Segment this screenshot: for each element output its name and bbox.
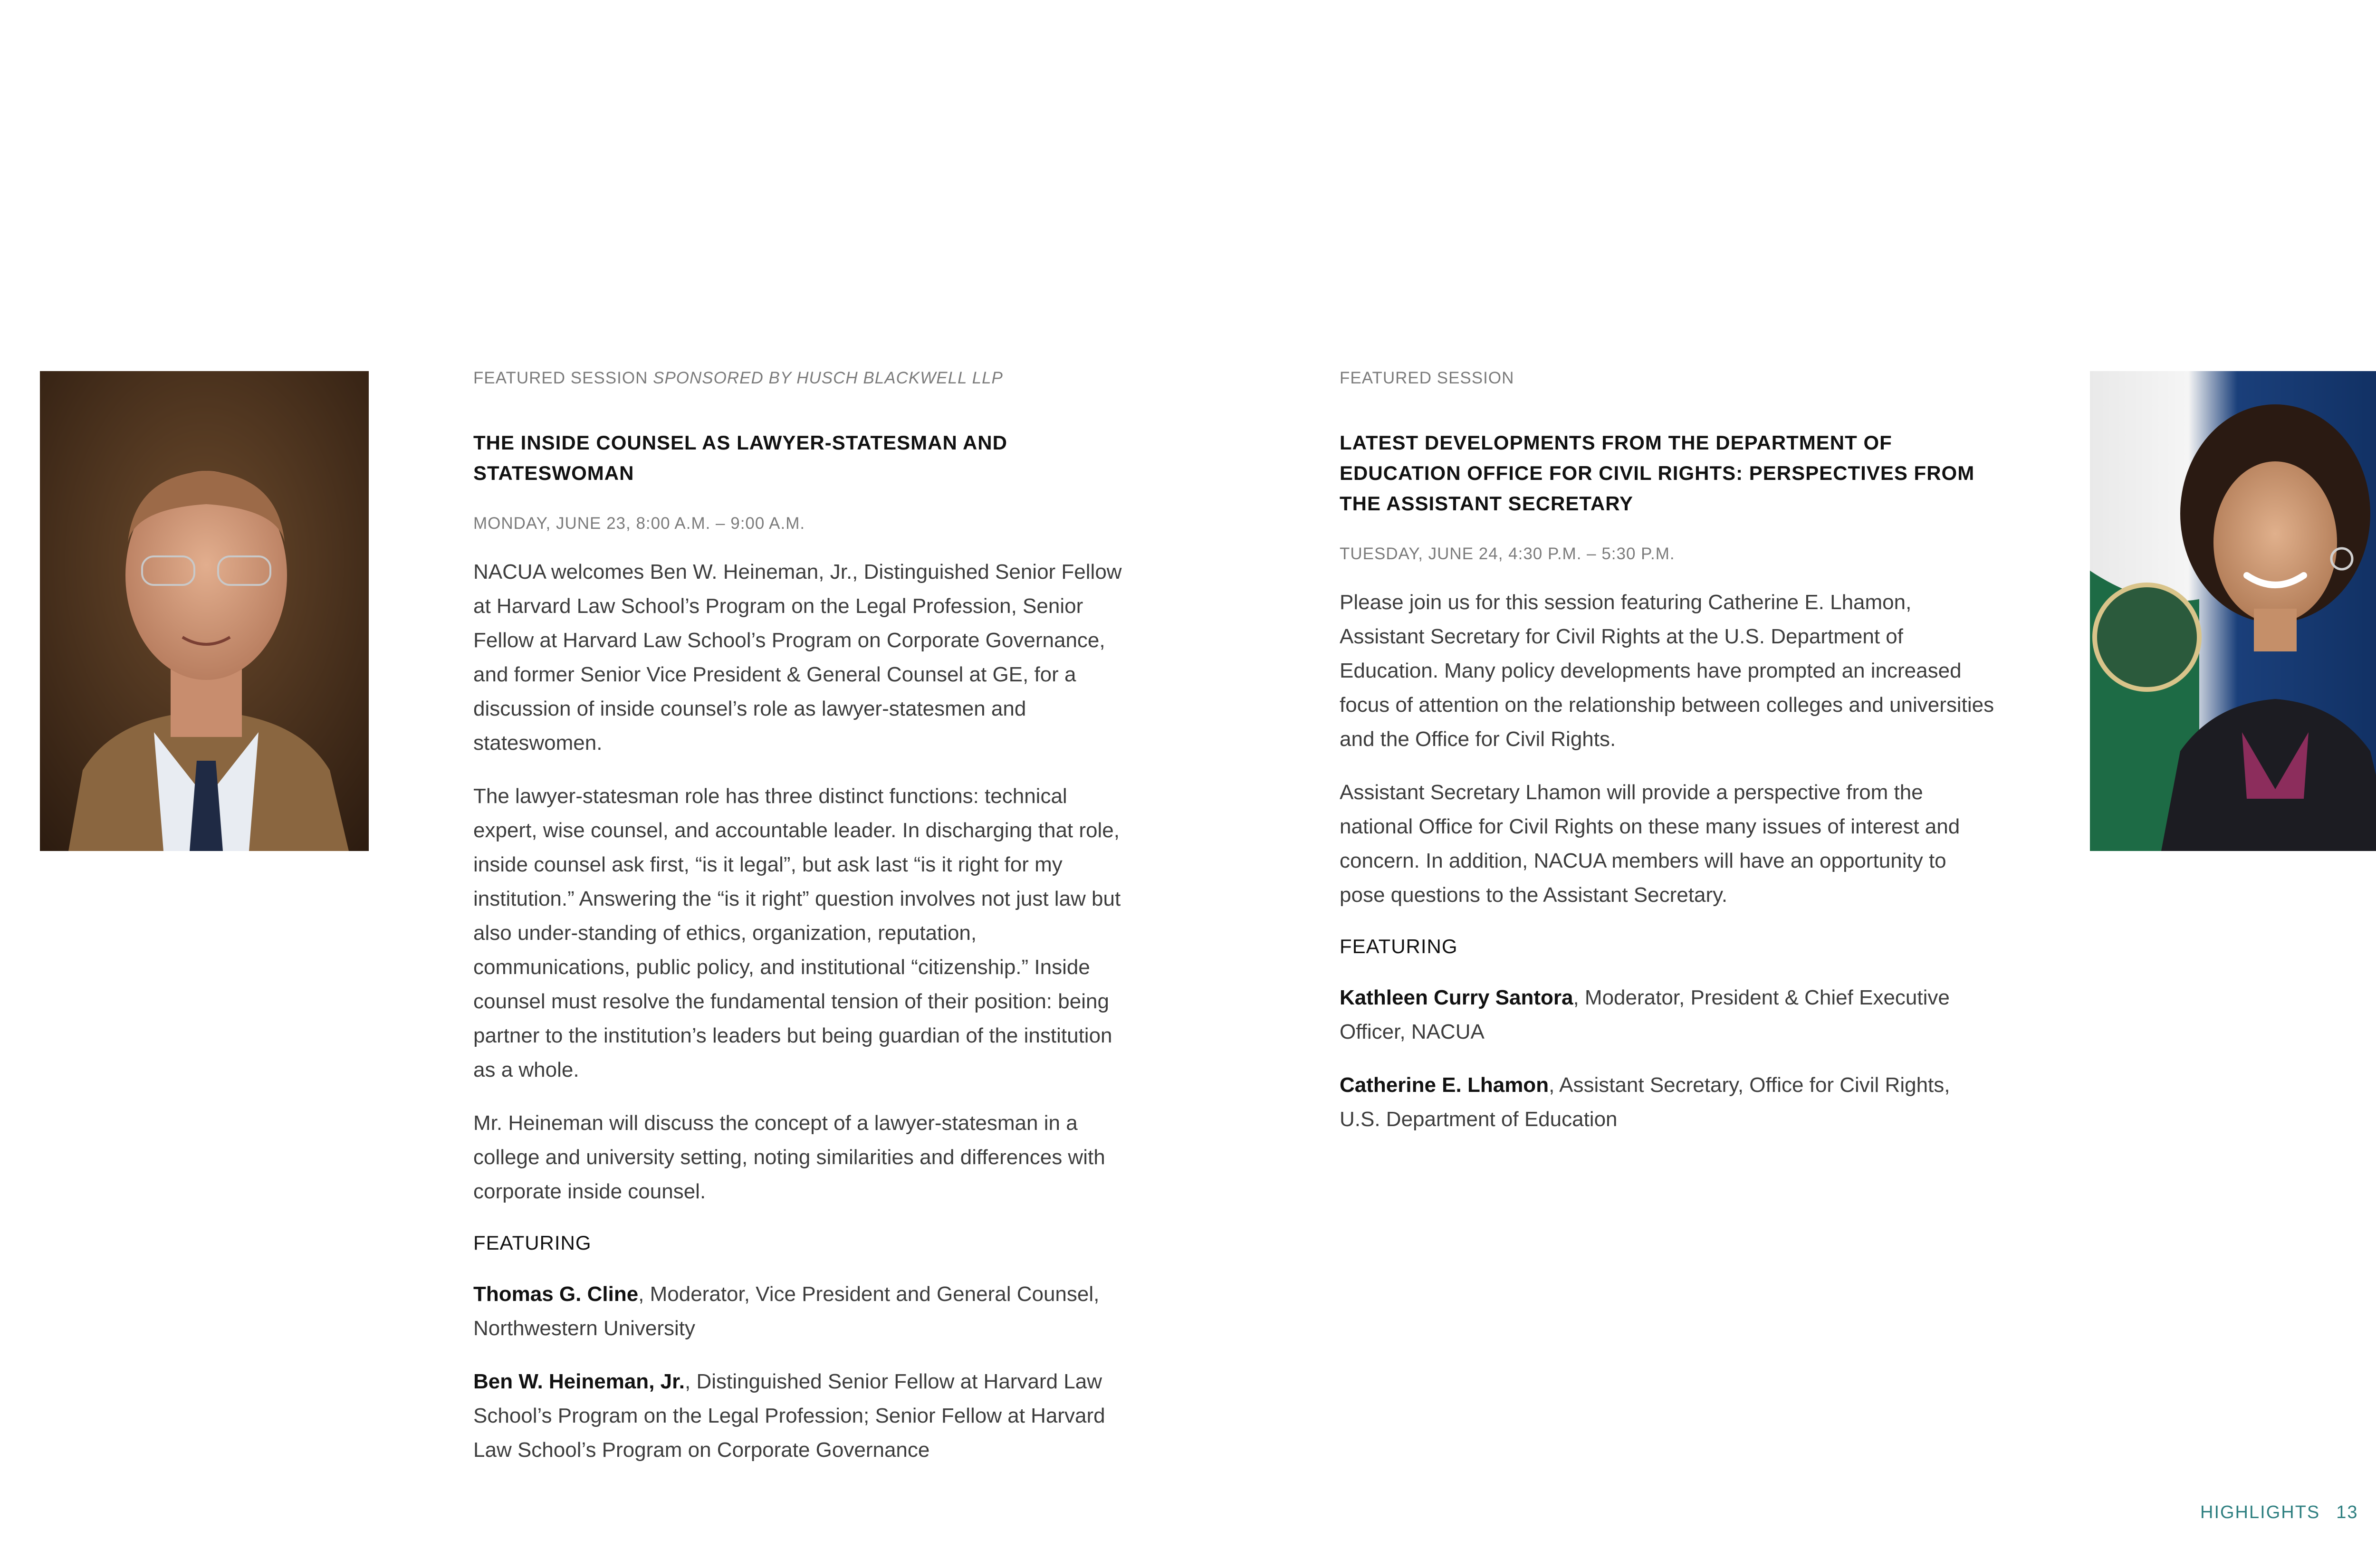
portrait-photo-icon xyxy=(40,371,369,851)
session-title: THE INSIDE COUNSEL AS LAWYER-STATESMAN AND STATESWOMAN xyxy=(473,431,1007,484)
featured-person xyxy=(1340,1068,1995,1137)
featured-person xyxy=(473,1365,1129,1467)
session-paragraph: Assistant Secretary Lhamon will provide a perspective from the national Office for Civil Rights on these many issues of interest and concern. In addition, NACUA members will have an opportunity to pose questions to the Assistant Secretary. xyxy=(1340,781,1960,907)
sponsor-label: SPONSORED BY HUSCH BLACKWELL LLP xyxy=(653,369,1003,387)
person-description: , Assistant Secretary, Office for Civil Rights, U.S. Department of Education xyxy=(1340,1073,1950,1131)
person-name: Kathleen Curry Santora xyxy=(1340,986,1573,1009)
portrait-photo-icon xyxy=(2090,371,2376,851)
session-date: TUESDAY, JUNE 24, 4:30 P.M. – 5:30 P.M. xyxy=(1340,545,1675,563)
session-label xyxy=(473,366,1129,391)
session-label xyxy=(1340,366,1995,391)
session-paragraph: Please join us for this session featuring Catherine E. Lhamon, Assistant Secretary for Civil Rights at the U.S. Department of Education. Many policy developments have prompted an increased focus of attention on the relationship between colleges and universities and the Office for Civil Rights. xyxy=(1340,591,1994,751)
featured-session-label: FEATURED SESSION xyxy=(1340,369,1514,387)
featuring-heading: FEATURING xyxy=(473,1232,592,1254)
page-footer xyxy=(2200,1502,2358,1523)
person-name: Thomas G. Cline xyxy=(473,1282,639,1306)
person-description: , Moderator, Vice President and General Counsel, Northwestern University xyxy=(473,1282,1100,1340)
person-description: , Moderator, President & Chief Executive Officer, NACUA xyxy=(1340,986,1950,1043)
footer-section-label: HIGHLIGHTS xyxy=(2200,1502,2320,1522)
session-title: LATEST DEVELOPMENTS FROM THE DEPARTMENT OF EDUCATION OFFICE FOR CIVIL RIGHTS: PERSPECTIVES FROM THE ASSISTANT SECRETARY xyxy=(1340,431,1975,515)
page-number: 13 xyxy=(2336,1502,2358,1522)
speaker-photo-lhamon xyxy=(2090,371,2376,851)
session-paragraph: NACUA welcomes Ben W. Heineman, Jr., Distinguished Senior Fellow at Harvard Law School’s Program on the Legal Profession, Senior Fellow at Harvard Law School’s Program on Corporate Governance, and former Senior Vice President & General Counsel at GE, for a discussion of inside counsel’s role as lawyer-statesmen and stateswomen. xyxy=(473,560,1122,755)
person-name: Ben W. Heineman, Jr. xyxy=(473,1370,685,1393)
session-paragraph: The lawyer-statesman role has three distinct functions: technical expert, wise counsel, and accountable leader. In discharging that role, inside counsel ask first, “is it legal”, but ask last “is it right for my institution.” Answering the “is it right” question involves not just law but also under-standing of ethics, organization, reputation, communications, public policy, and institutional “citizenship.” Inside counsel must resolve the fundamental tension of their position: being partner to the institution’s leaders but being guardian of the institution as a whole. xyxy=(473,784,1121,1081)
featured-session-left xyxy=(473,366,1129,1486)
person-description: , Distinguished Senior Fellow at Harvard Law School’s Program on the Legal Profession; Senior Fellow at Harvard Law School’s Program on Corporate Governance xyxy=(473,1370,1105,1462)
featured-person xyxy=(473,1277,1129,1346)
featured-session-label: FEATURED SESSION xyxy=(473,369,648,387)
session-paragraph: Mr. Heineman will discuss the concept of a lawyer-statesman in a college and university setting, noting similarities and differences with corporate inside counsel. xyxy=(473,1111,1105,1203)
session-date: MONDAY, JUNE 23, 8:00 A.M. – 9:00 A.M. xyxy=(473,514,805,533)
featured-session-right xyxy=(1340,366,1995,1156)
speaker-photo-heineman xyxy=(40,371,369,851)
person-name: Catherine E. Lhamon xyxy=(1340,1073,1549,1097)
featuring-heading: FEATURING xyxy=(1340,935,1458,957)
featured-person xyxy=(1340,981,1995,1049)
